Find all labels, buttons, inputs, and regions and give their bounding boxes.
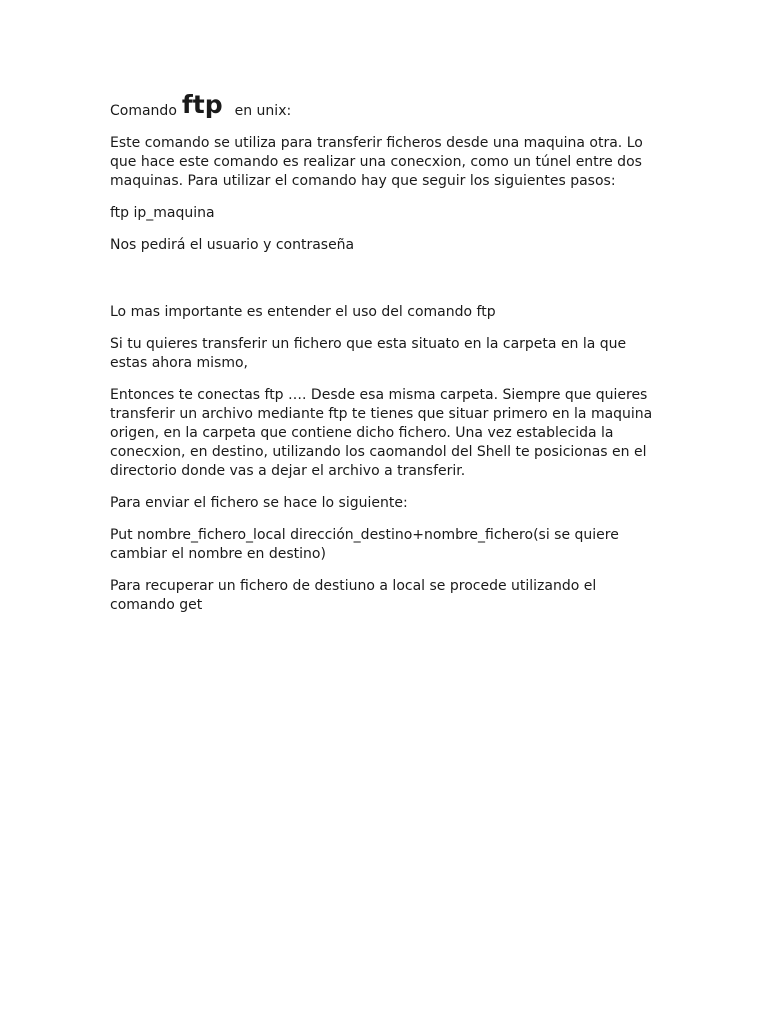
paragraph-important: Lo mas importante es entender el uso del comando ftp xyxy=(110,304,496,320)
paragraph-transfer-file: Si tu quieres transferir un fichero que esta situato en la carpeta en la que estas ahora mismo, xyxy=(110,336,627,371)
paragraph-put: Put nombre_fichero_local dirección_destino+nombre_fichero(si se quiere cambiar el nombre en destino) xyxy=(110,527,619,562)
paragraph-credentials: Nos pedirá el usuario y contraseña xyxy=(110,237,355,253)
blank-spacer xyxy=(110,268,660,303)
title-command: ftp xyxy=(181,90,223,119)
paragraph-send: Para enviar el fichero se hace lo siguiente: xyxy=(110,495,408,511)
title-suffix: en unix: xyxy=(234,103,292,119)
title-prefix: Comando xyxy=(110,103,177,119)
paragraph-intro: Este comando se utiliza para transferir ficheros desde una maquina otra. Lo que hace este comando es realizar una conecxion, como un túnel entre dos maquinas. Para utilizar el comando hay que seguir los siguientes pasos: xyxy=(110,135,643,189)
document-title xyxy=(110,92,660,122)
document-page xyxy=(110,92,660,628)
paragraph-get: Para recuperar un fichero de destiuno a local se procede utilizando el comando get xyxy=(110,578,597,613)
paragraph-connect: Entonces te conectas ftp …. Desde esa misma carpeta. Siempre que quieres transferir un archivo mediante ftp te tienes que situar primero en la maquina origen, en la carpeta que contiene dicho fichero. Una vez establecida la conecxion, en destino, utilizando los caomandol del Shell te posicionas en el directorio donde vas a dejar el archivo a transferir. xyxy=(110,387,653,479)
paragraph-command: ftp ip_maquina xyxy=(110,205,215,221)
